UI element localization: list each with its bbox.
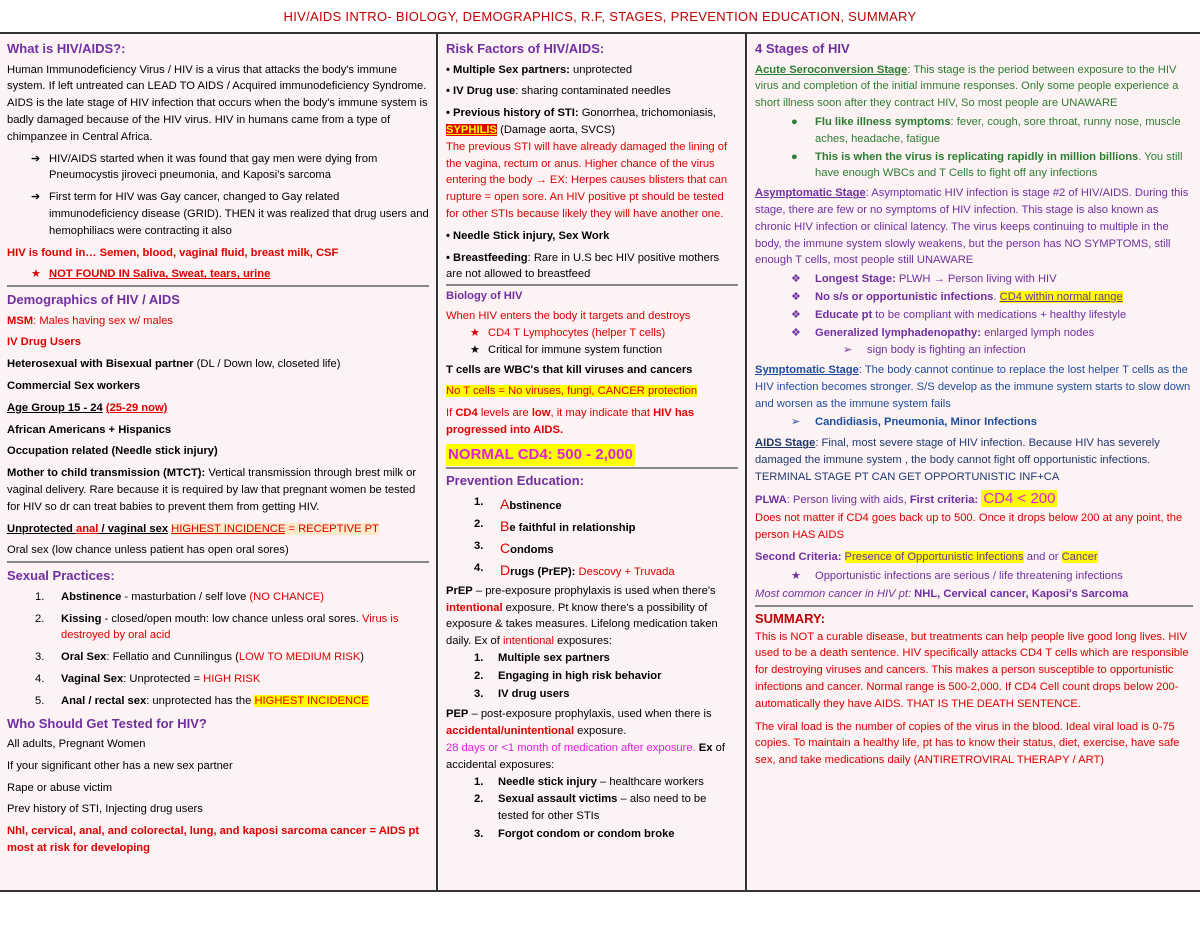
list-item: 3. Forgot condom or condom broke	[474, 828, 675, 840]
plwa-line: PLWA: Person living with aids, First criteria: CD4 < 200	[755, 489, 1056, 507]
column-risk-factors	[439, 34, 745, 890]
abcd-list	[446, 494, 738, 581]
list-item: 2. Be faithful in relationship	[474, 517, 636, 534]
divider	[755, 605, 1193, 607]
syphilis-label: SYPHILIS	[446, 123, 497, 136]
diamond-icon: ❖	[791, 326, 802, 339]
list-item: ❖ Generalized lymphadenopathy: enlarged lymph nodes	[755, 325, 1193, 342]
list-item: 4. Vaginal Sex: Unprotected = HIGH RISK	[35, 672, 261, 685]
stages-heading: 4 Stages of HIV	[755, 41, 850, 56]
list-item: ➢ Candidiasis, Pneumonia, Minor Infections	[755, 414, 1193, 431]
arrow-icon: ➔	[31, 152, 41, 165]
list-item: 1. Abstinence	[474, 495, 562, 512]
triangle-arrow-icon: ➢	[843, 344, 853, 357]
list-item: ★ Opportunistic infections are serious / life threatening infections	[755, 568, 1193, 585]
biology-heading: Biology of HIV	[446, 290, 523, 303]
aids-stage: AIDS Stage: Final, most severe stage of HIV infection. Because HIV has severely damaged the immune system , the body cannot fight off opportunistic infections. TERMINAL STAGE PT CAN GET OPPORTUNISTIC INF+CA	[755, 437, 1160, 483]
biology-text: When HIV enters the body it targets and destroys	[446, 310, 691, 323]
normal-cd4-line: NORMAL CD4: 500 - 2,000	[446, 444, 738, 467]
list-item: 5. Anal / rectal sex: unprotected has the HIGHEST INCIDENCE	[35, 694, 369, 707]
demographics-heading: Demographics of HIV / AIDS	[7, 292, 180, 308]
tested-item: If your significant other has a new sex partner	[7, 759, 233, 772]
unprotected-line: Unprotected anal / vaginal sex HIGHEST INCIDENCE = RECEPTIVE PT	[7, 522, 379, 535]
summary-heading: SUMMARY:	[755, 611, 826, 627]
page-title: HIV/AIDS INTRO- BIOLOGY, DEMOGRAPHICS, R.F, STAGES, PREVENTION EDUCATION, SUMMARY	[283, 9, 917, 24]
list-item: ❖ No s/s or opportunistic infections. CD4 within normal range	[755, 289, 1193, 306]
prep-list	[446, 650, 738, 702]
divider	[7, 285, 429, 287]
bullet-icon: ●	[791, 115, 798, 128]
summary-text: This is NOT a curable disease, but treatments can help people live good long lives. HIV used to be a death sentence. HIV specifically attacks CD4 T cells which are responsible for destroying viruses and cancers. This makes a person susceptible to opportunistic infections and cancer. Normal range is 500-2,000. If CD4 Cell count drops below 200- automatically they have AIDS. THAT IS THE DEATH SENTENCE.	[755, 630, 1189, 710]
diamond-icon: ❖	[791, 290, 802, 303]
rf-line: • Needle Stick injury, Sex Work	[446, 229, 610, 242]
star-icon: ★	[470, 343, 481, 356]
list-item: 2. Sexual assault victims – also need to be tested for other STIs	[474, 793, 707, 823]
mtct-line: Mother to child transmission (MTCT): Vertical transmission through brest milk or vaginal delivery. Rare because it is required by law that pregnant women be tested for HIV so dr can treat babies to prevent them from getting HIV.	[7, 467, 417, 513]
list-item: 3. Oral Sex: Fellatio and Cunnilingus (LOW TO MEDIUM RISK)	[35, 651, 365, 664]
list-item: ● This is when the virus is replicating rapidly in million billions. You still have enough WBCs and T Cells to fight off any infections	[791, 150, 1183, 180]
summary-viral-load: The viral load is the number of copies of the virus in the blood. Ideal viral load is 0-75 copies. To maintain a healthy life, pt has to know their status, diet, exercise, have safe sex, and take medications daily (ANTIRETROVIRAL THERAPY / ART)	[755, 720, 1180, 767]
hetero-line: Heterosexual with Bisexual partner (DL / Down low, closeted life)	[7, 358, 341, 371]
not-found-item: ★ NOT FOUND IN Saliva, Sweat, tears, urine	[7, 266, 429, 283]
tested-item: All adults, Pregnant Women	[7, 738, 146, 751]
prep-text: PrEP – pre-exposure prophylaxis is used when there's intentional exposure. Pt know there's a possibility of exposure & takes measures. Lifelong medication taken daily. Ex of intentional exposures:	[446, 584, 718, 648]
csw-line: Commercial Sex workers	[7, 380, 141, 393]
what-heading: What is HIV/AIDS?:	[7, 41, 126, 56]
star-icon: ★	[791, 569, 802, 582]
no-tcells-line: No T cells = No viruses, fungi, CANCER protection	[446, 385, 698, 398]
oral-line: Oral sex (low chance unless patient has open oral sores)	[7, 544, 289, 557]
common-cancer: Most common cancer in HIV pt: NHL, Cervical cancer, Kaposi's Sarcoma	[755, 588, 1129, 601]
list-item: ★ Critical for immune system function	[446, 342, 738, 359]
tested-item: Prev history of STI, Injecting drug users	[7, 803, 203, 816]
rf-line: • Breastfeeding: Rare in U.S bec HIV positive mothers are not allowed to breastfeed	[446, 251, 720, 281]
arrow-icon: ➔	[31, 191, 41, 204]
divider	[446, 467, 738, 469]
history-list	[7, 151, 429, 240]
cd4-line: If CD4 levels are low, it may indicate that HIV has progressed into AIDS.	[446, 407, 695, 436]
triangle-arrow-icon: ➢	[791, 416, 801, 429]
list-item: 1. Needle stick injury – healthcare workers	[474, 775, 704, 788]
diamond-icon: ❖	[791, 273, 802, 286]
tested-item: Rape or abuse victim	[7, 781, 113, 794]
list-item: ➔ HIV/AIDS started when it was found that gay men were dying from Pneumocystis jiroveci pneumonia, and Kaposi's sarcoma	[31, 152, 378, 182]
divider	[7, 561, 429, 563]
list-item: ❖ Educate pt to be compliant with medications + healthy lifestyle	[755, 307, 1193, 324]
diamond-icon: ❖	[791, 308, 802, 321]
rf-line: • Multiple Sex partners: unprotected	[446, 63, 633, 76]
prevention-heading: Prevention Education:	[446, 473, 584, 489]
bullet-icon: ●	[791, 150, 798, 163]
list-item: 1. Multiple sex partners	[474, 652, 610, 665]
what-text: Human Immunodeficiency Virus / HIV is a virus that attacks the body's immune system. If left untreated can LEAD TO AIDS / Acquired immunodeficiency Syndrome. AIDS is the late stage of HIV infection that occurs when the body's immune system is badly damaged because of the HIV virus. HIV in humans came from a type of chimpanzee in Central Africa.	[7, 63, 428, 143]
list-item: 4. Drugs (PrEP): Descovy + Truvada	[474, 561, 675, 578]
asymptomatic-stage: Asymptomatic Stage: Asymptomatic HIV infection is stage #2 of HIV/AIDS. During this stage, there are few or no symptoms of HIV infection. This stage is also known as chronic HIV infection or clinical latency. The virus keeps continuing to multiple in the body, the immune system slowly weakens, but the person has NO SYMPTOMS, still enough T cells, most people still UNAWARE	[755, 187, 1189, 267]
does-not-matter: Does not matter if CD4 goes back up to 500. Once it drops below 200 at any point, the person HAS AIDS	[755, 512, 1183, 541]
content-grid	[0, 32, 1200, 892]
rf-line: • IV Drug use: sharing contaminated needles	[446, 85, 671, 98]
list-item: 2. Engaging in high risk behavior	[474, 669, 662, 682]
column-divider	[436, 34, 438, 890]
tcells-line: T cells are WBC's that kill viruses and cancers	[446, 363, 693, 376]
list-item: ★ CD4 T Lymphocytes (helper T cells)	[446, 325, 738, 342]
msm-line: MSM: Males having sex w/ males	[7, 314, 174, 327]
column-overview	[0, 34, 436, 890]
pep-text: PEP – post-exposure prophylaxis, used when there is accidental/unintentional exposure. 28 days or <1 month of medication after exposure. Ex of accidental exposures:	[446, 708, 725, 771]
practices-list	[7, 589, 429, 710]
list-item: ● Flu like illness symptoms: fever, cough, sore throat, runny nose, muscle aches, headache, fatigue	[791, 115, 1181, 145]
ivdu-line: IV Drug Users	[7, 336, 81, 349]
cancer-risk-line: Nhl, cervical, anal, and colorectal, lung, and kaposi sarcoma cancer = AIDS pt most at risk for developing	[7, 825, 420, 855]
column-stages	[748, 34, 1200, 890]
risk-factors-heading: Risk Factors of HIV/AIDS:	[446, 41, 605, 56]
rf-line: • Previous history of STI: Gonorrhea, trichomoniasis, SYPHILIS (Damage aorta, SVCS)	[446, 107, 717, 136]
second-criteria: Second Criteria: Presence of Opportunistic infections and or Cancer	[755, 550, 1098, 563]
found-in: HIV is found in… Semen, blood, vaginal fluid, breast milk, CSF	[7, 246, 339, 259]
list-item: 1. Abstinence - masturbation / self love (NO CHANCE)	[35, 590, 324, 603]
tested-heading: Who Should Get Tested for HIV?	[7, 715, 207, 731]
age-line: Age Group 15 - 24 (25-29 now)	[7, 401, 168, 414]
list-item: 3. IV drug users	[474, 687, 570, 700]
aa-line: African Americans + Hispanics	[7, 423, 172, 436]
pep-list	[446, 774, 738, 843]
occupation-line: Occupation related (Needle stick injury)	[7, 445, 218, 458]
star-icon: ★	[470, 327, 481, 340]
divider	[446, 284, 738, 286]
column-divider	[745, 34, 747, 890]
acute-stage: Acute Seroconversion Stage: This stage is the period between exposure to the HIV virus and completion of the initial immune responses. Only some people experience a short illness soon after they contract HIV, So most people are UNAWARE	[755, 63, 1179, 110]
list-item: ❖ Longest Stage: PLWH → Person living with HIV	[755, 271, 1193, 288]
sti-note: The previous STI will have already damaged the lining of the vagina, rectum or anus. Higher chance of the virus entering the body → EX: Herpes causes blisters that can rupture = open sore. An HIV positive pt should be tested for other STIs because likely they will have another one.	[446, 140, 728, 220]
list-item: 2. Kissing - closed/open mouth: low chance unless oral sores. Virus is destroyed by oral acid	[35, 612, 399, 642]
sexual-practices-heading: Sexual Practices:	[7, 568, 115, 584]
list-item: ➔ First term for HIV was Gay cancer, changed to Gay related immunodeficiency disease (GRID). THEN it was realized that drug users and hemophiliacs were contracting it also	[31, 191, 429, 237]
list-item: 3. Condoms	[474, 539, 554, 556]
list-item: ➢ sign body is fighting an infection	[755, 342, 1193, 359]
star-icon: ★	[31, 268, 42, 281]
symptomatic-stage: Symptomatic Stage: The body cannot continue to replace the lost helper T cells as the HIV infection becomes stronger. S/S develop as the immune system starts to slow down and worsen as the immune system fails	[755, 364, 1191, 410]
